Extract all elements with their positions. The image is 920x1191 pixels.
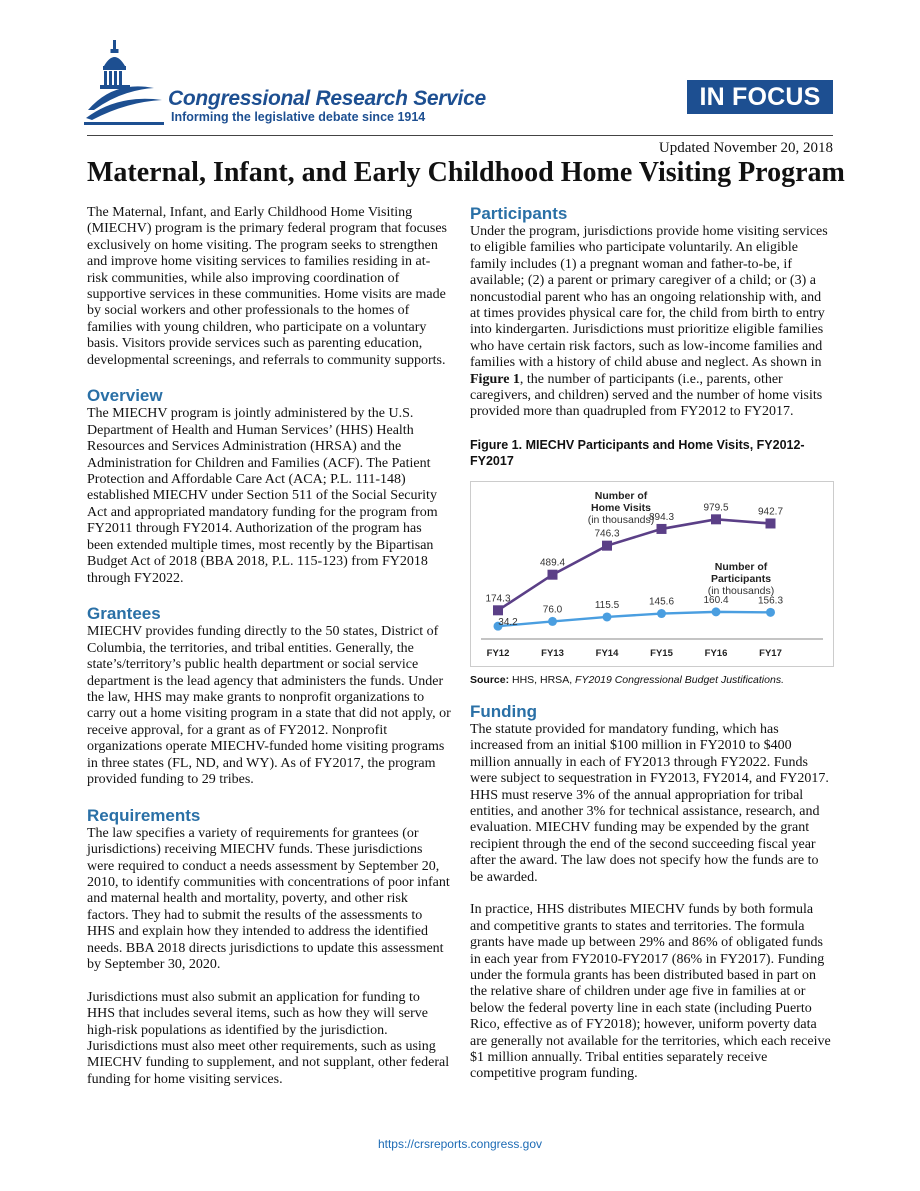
figure-caption: Figure 1. MIECHV Participants and Home Visits, FY2012-FY2017 xyxy=(470,437,805,468)
figure-source xyxy=(470,673,834,687)
participants-text-a: Under the program, jurisdictions provide home visiting services to eligible families who participate voluntarily. An eligible family includes (1) a pregnant woman and father-to-be, if available; (2) a parent or primary caregiver of a child; or (3) a noncustodial parent who has an ongoing relationship with, and at times provides physical care for, the child from birth to entry into kindergarten. Jurisdictions must prioritize eligible families who have certain risk factors, such as low-income families and families with a history of child abuse and neglect. As shown in xyxy=(470,224,828,371)
org-name: Congressional Research Service xyxy=(168,87,486,110)
participants-text-b: , the number of participants (i.e., parents, other caregivers, and children) served and the number of home visits provided more than quadrupled from FY2012 to FY2017. xyxy=(470,371,823,420)
participants-data-label: 156.3 xyxy=(757,595,784,607)
participants-point xyxy=(603,612,612,621)
participants-series-label: Participants xyxy=(710,572,772,585)
grantees-heading: Grantees xyxy=(87,604,161,624)
participants-point xyxy=(657,609,666,618)
participants-heading: Participants xyxy=(470,204,568,223)
overview-heading: Overview xyxy=(87,386,163,406)
home-visits-point xyxy=(493,605,503,615)
participants-point xyxy=(766,608,775,617)
participants-paragraph xyxy=(470,224,834,421)
participants-point xyxy=(548,617,557,626)
home-visits-data-label: 979.5 xyxy=(703,502,729,514)
home-visits-series-unit: (in thousands) xyxy=(587,513,655,526)
x-tick-label: FY13 xyxy=(541,647,564,659)
home-visits-series-label: Number of xyxy=(594,489,648,502)
participants-data-label: 115.5 xyxy=(594,599,620,611)
participants-series-label: Number of xyxy=(714,560,768,573)
funding-paragraph-1: The statute provided for mandatory funding, which has increased from an initial $100 million in FY2010 to $400 million annually in each of FY2013 through FY2022. Funds were subject to sequestration in FY2013, FY2014, and FY2017. HHS must reserve 3% of the annual appropriation for tribal entities, and another 3% for technical assistance, research, and evaluation. MIECHV funding may be expended by the grant recipient through the end of the second succeeding fiscal year after the award. The law does not specify how the funds are to be awarded. xyxy=(470,721,829,885)
funding-paragraph-2: In practice, HHS distributes MIECHV funds by both formula and competitive grants to states and territories. The formula grants have made up between 29% and 86% of obligated funds in each year from FY2010-FY2017 (86% in FY2017). Funding under the formula grants has been distributed based in part on the relative share of children under age five in families at or below the federal poverty line in each state (including Puerto Rico, effective as of FY2018); however, uniform poverty data are generally not available for the territories, which each receive $1 million annually. Tribal entities separately receive competitive program funding. xyxy=(470,902,831,1082)
home-visits-data-label: 894.3 xyxy=(648,511,675,523)
figure-1-reference: Figure 1 xyxy=(470,371,520,387)
source-italic: FY2019 Congressional Budget Justifications. xyxy=(575,673,784,686)
intro-paragraph: The Maternal, Infant, and Early Childhood Home Visiting (MIECHV) program is the primary federal program that focuses exclusively on home visiting. The program seeks to strengthen and improve home visiting services to families residing in at-risk communities, while also improving coordination of supportive services in these communities. Home visits are made by social workers and other professionals to the homes of families with young children, who participate on a voluntary basis. Visitors provide services such as parenting education, developmental screenings, and referrals to community supports. xyxy=(87,205,447,368)
x-tick-label: FY17 xyxy=(759,647,782,659)
participants-data-label: 34.2 xyxy=(498,617,518,629)
grantees-paragraph: MIECHV provides funding directly to the 50 states, District of Columbia, the territories, and tribal entities. Generally, the state’s/territory’s public health department or social service department is the lead agency that administers the funds. Under the law, HHS may make grants to nonprofit organizations to carry out a home visiting program in a state that did not apply, or receive approval, for a grant as of FY2012. Nonprofit organizations operate MIECHV-funded home visiting programs in three states (FL, ND, and WY). As of FY2017, the program provided funding to 29 tribes. xyxy=(87,624,451,787)
participants-data-label: 145.6 xyxy=(648,596,675,608)
x-tick-label: FY14 xyxy=(595,647,619,659)
footer-url-link[interactable]: https://crsreports.congress.gov xyxy=(377,1137,543,1151)
x-tick-label: FY16 xyxy=(704,647,728,659)
home-visits-data-label: 746.3 xyxy=(594,528,620,540)
in-focus-badge: IN FOCUS xyxy=(687,80,833,114)
left-column xyxy=(87,205,451,1088)
participants-data-label: 160.4 xyxy=(703,594,729,606)
home-visits-data-label: 942.7 xyxy=(757,506,784,518)
right-column xyxy=(470,203,834,1083)
participants-series-unit: (in thousands) xyxy=(707,584,775,597)
home-visits-point xyxy=(548,570,558,580)
x-tick-label: FY15 xyxy=(650,647,673,659)
header-divider xyxy=(87,135,833,136)
home-visits-series-label: Home Visits xyxy=(591,501,651,514)
source-text: HHS, HRSA, xyxy=(512,673,573,686)
funding-heading: Funding xyxy=(470,701,538,721)
home-visits-point xyxy=(602,541,612,551)
line-chart-svg xyxy=(471,482,833,666)
home-visits-data-label: 174.3 xyxy=(485,593,511,605)
x-tick-label: FY12 xyxy=(486,647,510,659)
participants-point xyxy=(712,607,721,616)
participants-line xyxy=(498,612,771,629)
updated-date: Updated November 20, 2018 xyxy=(658,140,833,156)
participants-data-label: 76.0 xyxy=(542,604,563,616)
requirements-paragraph-2: Jurisdictions must also submit an application for funding to HHS that includes several items, such as how they will serve high-risk populations as identified by the jurisdiction. Jurisdictions must also meet other requirements, such as using MIECHV funding to supplement, and not supplant, other federal funding for home visiting services. xyxy=(87,989,450,1087)
org-tagline: Informing the legislative debate since 1914 xyxy=(171,110,426,124)
requirements-paragraph-1: The law specifies a variety of requirements for grantees (or jurisdictions) receiving MIECHV funds. These jurisdictions were required to conduct a needs assessment by September 20, 2010, to identify communities with concentrations of poor infant and maternal health and mortality, poverty, and other risk factors. They had to submit the results of the assessments to HHS and explain how they intended to address the identified needs. BBA 2018 directs jurisdictions to update this assessment by September 30, 2020. xyxy=(87,825,450,973)
participants-visits-chart xyxy=(470,481,834,667)
home-visits-point xyxy=(711,514,721,524)
home-visits-data-label: 489.4 xyxy=(539,557,566,569)
crs-capitol-logo-icon xyxy=(84,38,166,128)
page-title: Maternal, Infant, and Early Childhood Home Visiting Program xyxy=(87,157,845,188)
home-visits-point xyxy=(766,518,776,528)
home-visits-point xyxy=(657,524,667,534)
overview-paragraph: The MIECHV program is jointly administered by the U.S. Department of Health and Human Services’ (HHS) Health Resources and Services Administration (HRSA) and the Administration for Children and Families (ACF). The Patient Protection and Affordable Care Act (ACA; P.L. 111-148) established MIECHV under Section 511 of the Social Security Act and appropriated mandatory funding for the program from FY2011 through FY2014. Authorization of the program has been extended multiple times, most recently by the Bipartisan Budget Act of 2018 (BBA 2018, P.L. 115-123) from FY2018 through FY2022. xyxy=(87,406,438,586)
source-label: Source: xyxy=(470,673,510,686)
requirements-heading: Requirements xyxy=(87,805,201,825)
